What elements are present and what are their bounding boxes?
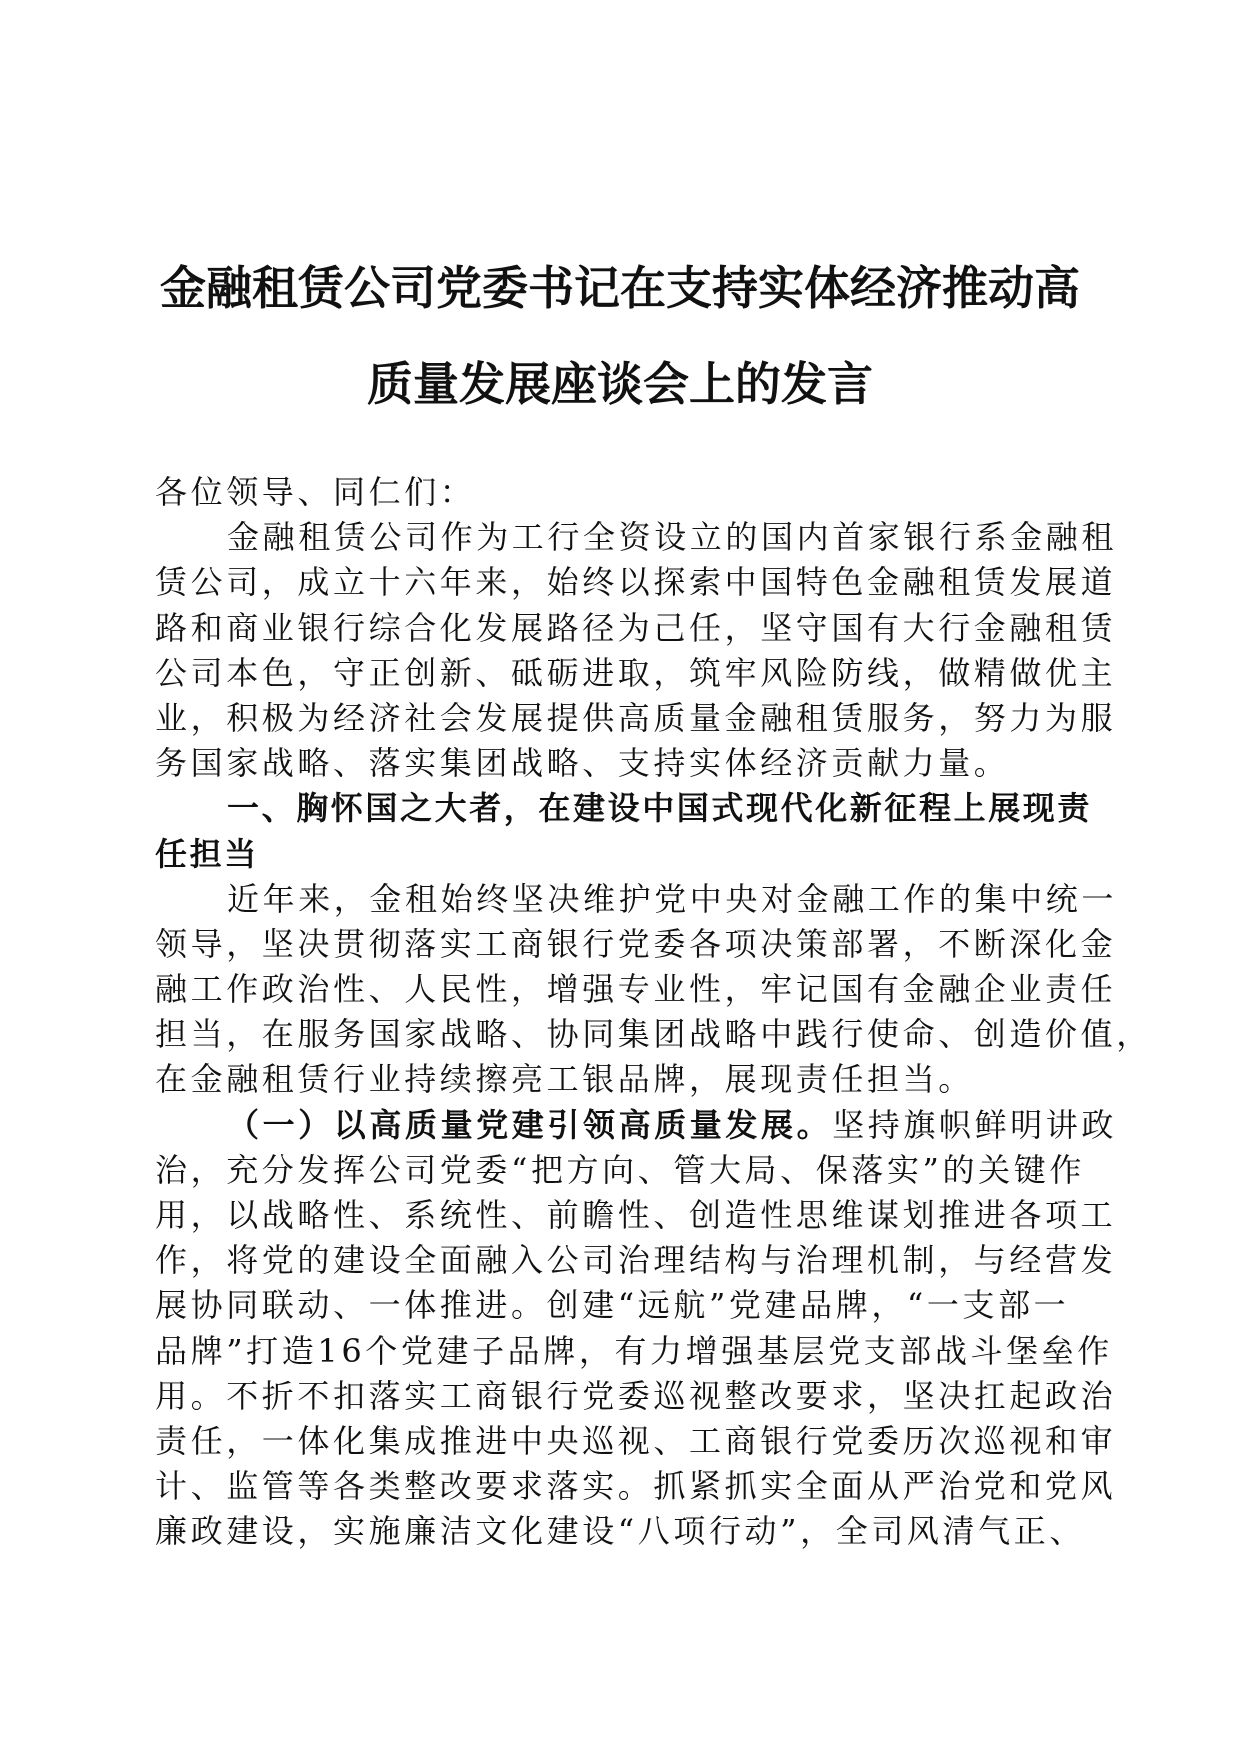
paragraph-text: 坚持旗帜鲜明讲政 — [832, 1105, 1118, 1144]
heading-line: 一、胸怀国之大者，在建设中国式现代化新征程上展现责 — [227, 789, 1093, 828]
heading-line: 任担当 — [155, 834, 259, 873]
intro-paragraph — [155, 515, 1118, 786]
paragraph-line: 责任，一体化集成推进中央巡视、工商银行党委历次巡视和审 — [155, 1421, 1117, 1460]
subsection-lead: （一）以高质量党建引领高质量发展。 — [227, 1105, 833, 1144]
subsection-1-paragraph — [155, 1103, 1118, 1555]
paragraph-line: 务国家战略、落实集团战略、支持实体经济贡献力量。 — [155, 744, 1010, 783]
section-1-heading — [155, 786, 1093, 876]
paragraph-line: 展协同联动、一体推进。创建“远航”党建品牌，“一支部一 — [155, 1286, 1070, 1325]
paragraph-line — [155, 1103, 1118, 1148]
paragraph-line: 赁公司，成立十六年来，始终以探索中国特色金融租赁发展道 — [155, 563, 1117, 602]
paragraph-line: 路和商业银行综合化发展路径为己任，坚守国有大行金融租赁 — [155, 608, 1117, 647]
section-1-paragraph — [155, 877, 1152, 1103]
paragraph-line: 业，积极为经济社会发展提供高质量金融租赁服务，努力为服 — [155, 698, 1117, 737]
paragraph-line: 廉政建设，实施廉洁文化建设“八项行动”，全司风清气正、 — [155, 1512, 1085, 1551]
document-title — [150, 240, 1090, 432]
paragraph-line: 金融租赁公司作为工行全资设立的国内首家银行系金融租 — [227, 518, 1118, 557]
paragraph-line: 担当，在服务国家战略、协同集团战略中践行使命、创造价值， — [155, 1015, 1152, 1054]
paragraph-line: 在金融租赁行业持续擦亮工银品牌，展现责任担当。 — [155, 1060, 974, 1099]
paragraph-line: 融工作政治性、人民性，增强专业性，牢记国有金融企业责任 — [155, 970, 1117, 1009]
title-line: 质量发展座谈会上的发言 — [367, 357, 873, 411]
paragraph-line: 领导，坚决贯彻落实工商银行党委各项决策部署，不断深化金 — [155, 924, 1117, 963]
paragraph-line: 治，充分发挥公司党委“把方向、管大局、保落实”的关键作 — [155, 1150, 1085, 1189]
paragraph-line: 作，将党的建设全面融入公司治理结构与治理机制，与经营发 — [155, 1241, 1117, 1280]
title-line: 金融租赁公司党委书记在支持实体经济推动高 — [160, 261, 1080, 315]
paragraph-line: 品牌”打造16个党建子品牌，有力增强基层党支部战斗堡垒作 — [155, 1331, 1113, 1370]
paragraph-line: 用，以战略性、系统性、前瞻性、创造性思维谋划推进各项工 — [155, 1196, 1117, 1234]
salutation: 各位领导、同仁们： — [155, 473, 476, 511]
paragraph-line: 计、监管等各类整改要求落实。抓紧抓实全面从严治党和党风 — [155, 1467, 1117, 1506]
paragraph-line: 用。不折不扣落实工商银行党委巡视整改要求，坚决扛起政治 — [155, 1376, 1117, 1415]
paragraph-line: 近年来，金租始终坚决维护党中央对金融工作的集中统一 — [227, 879, 1118, 918]
paragraph-line: 公司本色，守正创新、砥砺进取，筑牢风险防线，做精做优主 — [155, 653, 1117, 692]
document-body — [155, 470, 1152, 1555]
